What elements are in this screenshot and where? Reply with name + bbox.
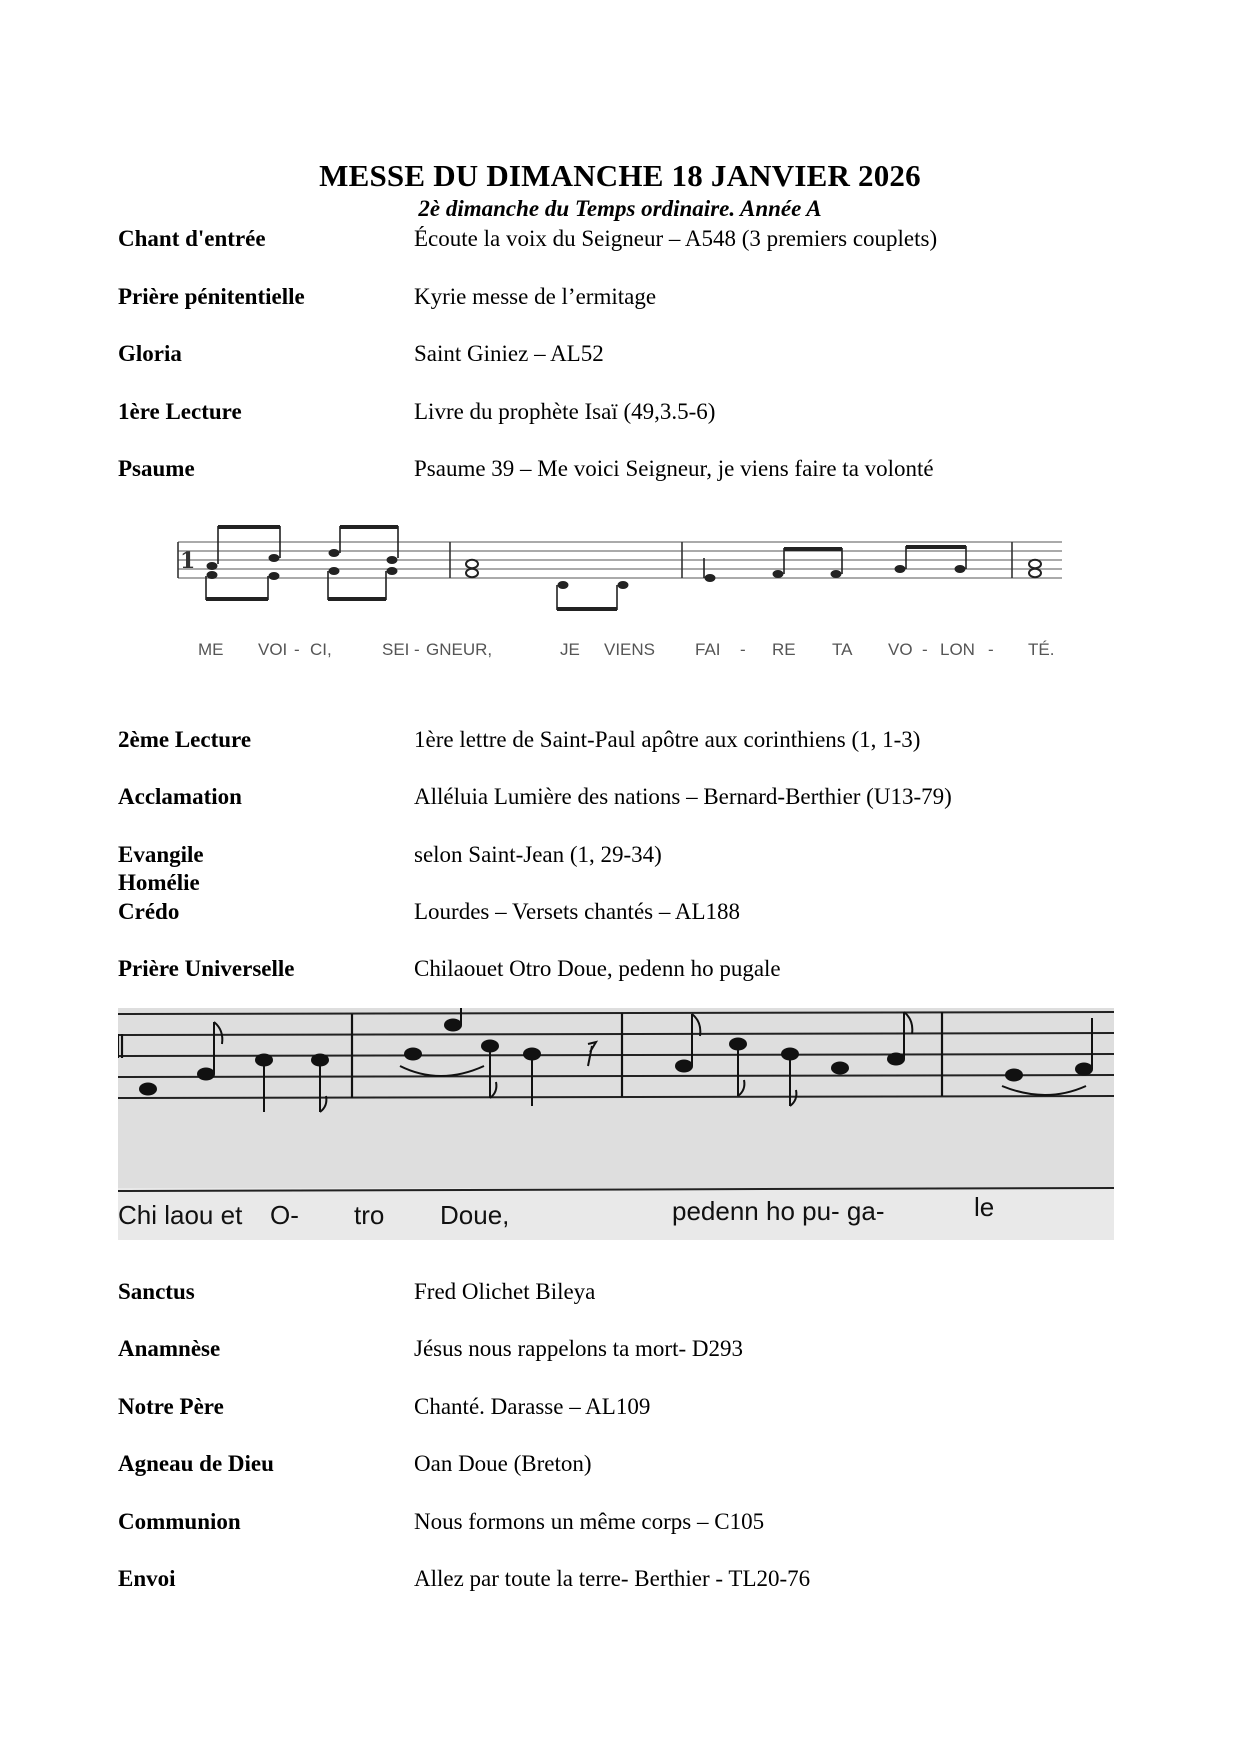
prayer-lyric: tro (354, 1200, 385, 1230)
program-row-universal-prayer (118, 956, 1128, 986)
program-row-entrance (118, 226, 1128, 256)
program-row-creed (118, 899, 1128, 929)
program-label: Psaume (118, 456, 195, 481)
mass-subtitle: 2è dimanche du Temps ordinaire. Année A (418, 196, 822, 221)
psalm-lyric: FAI (695, 640, 721, 659)
program-label: 1ère Lecture (118, 399, 242, 424)
program-row-anamnesis (118, 1336, 1128, 1366)
program-label: Crédo (118, 899, 180, 924)
mass-title: MESSE DU DIMANCHE 18 JANVIER 2026 (319, 158, 921, 193)
program-row-sanctus (118, 1279, 1128, 1309)
program-label: Anamnèse (118, 1336, 221, 1361)
program-label: Chant d'entrée (118, 226, 266, 251)
program-value: Chanté. Darasse – AL109 (414, 1394, 651, 1419)
program-row-sending (118, 1566, 1128, 1596)
program-row-our-father (118, 1394, 1128, 1424)
program-value: Saint Giniez – AL52 (414, 341, 604, 366)
program-row-homily (118, 870, 1128, 900)
program-label: Sanctus (118, 1279, 195, 1304)
prayer-lyric: pedenn ho pu- ga- (672, 1196, 885, 1226)
program-row-communion (118, 1509, 1128, 1539)
program-row-gospel (118, 842, 1128, 872)
psalm-lyric: VOI (258, 640, 288, 659)
program-label: Acclamation (118, 784, 242, 809)
program-value: Oan Doue (Breton) (414, 1451, 592, 1476)
program-label: Notre Père (118, 1394, 224, 1419)
program-label: Gloria (118, 341, 182, 366)
program-label: Envoi (118, 1566, 176, 1591)
program-label: Communion (118, 1509, 241, 1534)
program-label: Prière pénitentielle (118, 284, 305, 309)
program-value: Jésus nous rappelons ta mort- D293 (414, 1336, 743, 1361)
psalm-lyric: ME (198, 640, 224, 659)
prayer-lyric: Chi laou et (118, 1200, 243, 1230)
program-row-first-reading (118, 399, 1128, 429)
program-value: Nous formons un même corps – C105 (414, 1509, 765, 1534)
program-row-second-reading (118, 727, 1128, 757)
psalm-lyric: VIENS (604, 640, 656, 659)
program-row-gloria (118, 341, 1128, 371)
psalm-score (170, 508, 1070, 668)
program-value: Kyrie messe de l’ermitage (414, 284, 657, 309)
psalm-lyric: RE (772, 640, 796, 659)
program-value: Écoute la voix du Seigneur – A548 (3 premiers couplets) (414, 226, 938, 251)
prayer-staff-image (118, 1008, 1114, 1240)
psalm-lyric: GNEUR, (426, 640, 493, 659)
prayer-lyric: Doue, (440, 1200, 510, 1230)
program-value: Lourdes – Versets chantés – AL188 (414, 899, 740, 924)
program-value: 1ère lettre de Saint-Paul apôtre aux corinthiens (1, 1-3) (414, 727, 921, 752)
program-label: 2ème Lecture (118, 727, 252, 752)
psalm-lyric: - (414, 640, 420, 659)
prayer-score (118, 1008, 1114, 1240)
program-row-acclamation (118, 784, 1128, 814)
psalm-lyric: JE (560, 640, 580, 659)
psalm-staff-image (170, 508, 1070, 668)
psalm-lyric: VO (888, 640, 913, 659)
program-value: Psaume 39 – Me voici Seigneur, je viens faire ta volonté (414, 456, 934, 481)
program-label: Homélie (118, 870, 200, 895)
program-value: Allez par toute la terre- Berthier - TL20-76 (414, 1566, 811, 1591)
program-row-psalm (118, 456, 1128, 486)
program-value: Fred Olichet Bileya (414, 1279, 596, 1304)
program-value: Chilaouet Otro Doue, pedenn ho pugale (414, 956, 781, 981)
program-value: selon Saint-Jean (1, 29-34) (414, 842, 662, 867)
psalm-lyric: - (988, 640, 994, 659)
program-row-penitential (118, 284, 1128, 314)
program-label: Evangile (118, 842, 204, 867)
svg-text:1: 1 (180, 548, 196, 574)
psalm-lyric: LON (940, 640, 975, 659)
psalm-lyric: - (740, 640, 746, 659)
program-label: Prière Universelle (118, 956, 295, 981)
prayer-lyric: le (974, 1192, 995, 1222)
psalm-lyric: CI, (310, 640, 332, 659)
psalm-lyric: - (922, 640, 928, 659)
program-row-lamb-of-god (118, 1451, 1128, 1481)
program-label: Agneau de Dieu (118, 1451, 274, 1476)
prayer-lyric: O- (270, 1200, 299, 1230)
psalm-lyric: SEI (382, 640, 410, 659)
program-value: Livre du prophète Isaï (49,3.5-6) (414, 399, 716, 424)
psalm-lyric: TÉ. (1028, 640, 1055, 659)
program-value: Alléluia Lumière des nations – Bernard-Berthier (U13-79) (414, 784, 952, 809)
psalm-lyric: TA (832, 640, 853, 659)
psalm-lyric: - (294, 640, 300, 659)
